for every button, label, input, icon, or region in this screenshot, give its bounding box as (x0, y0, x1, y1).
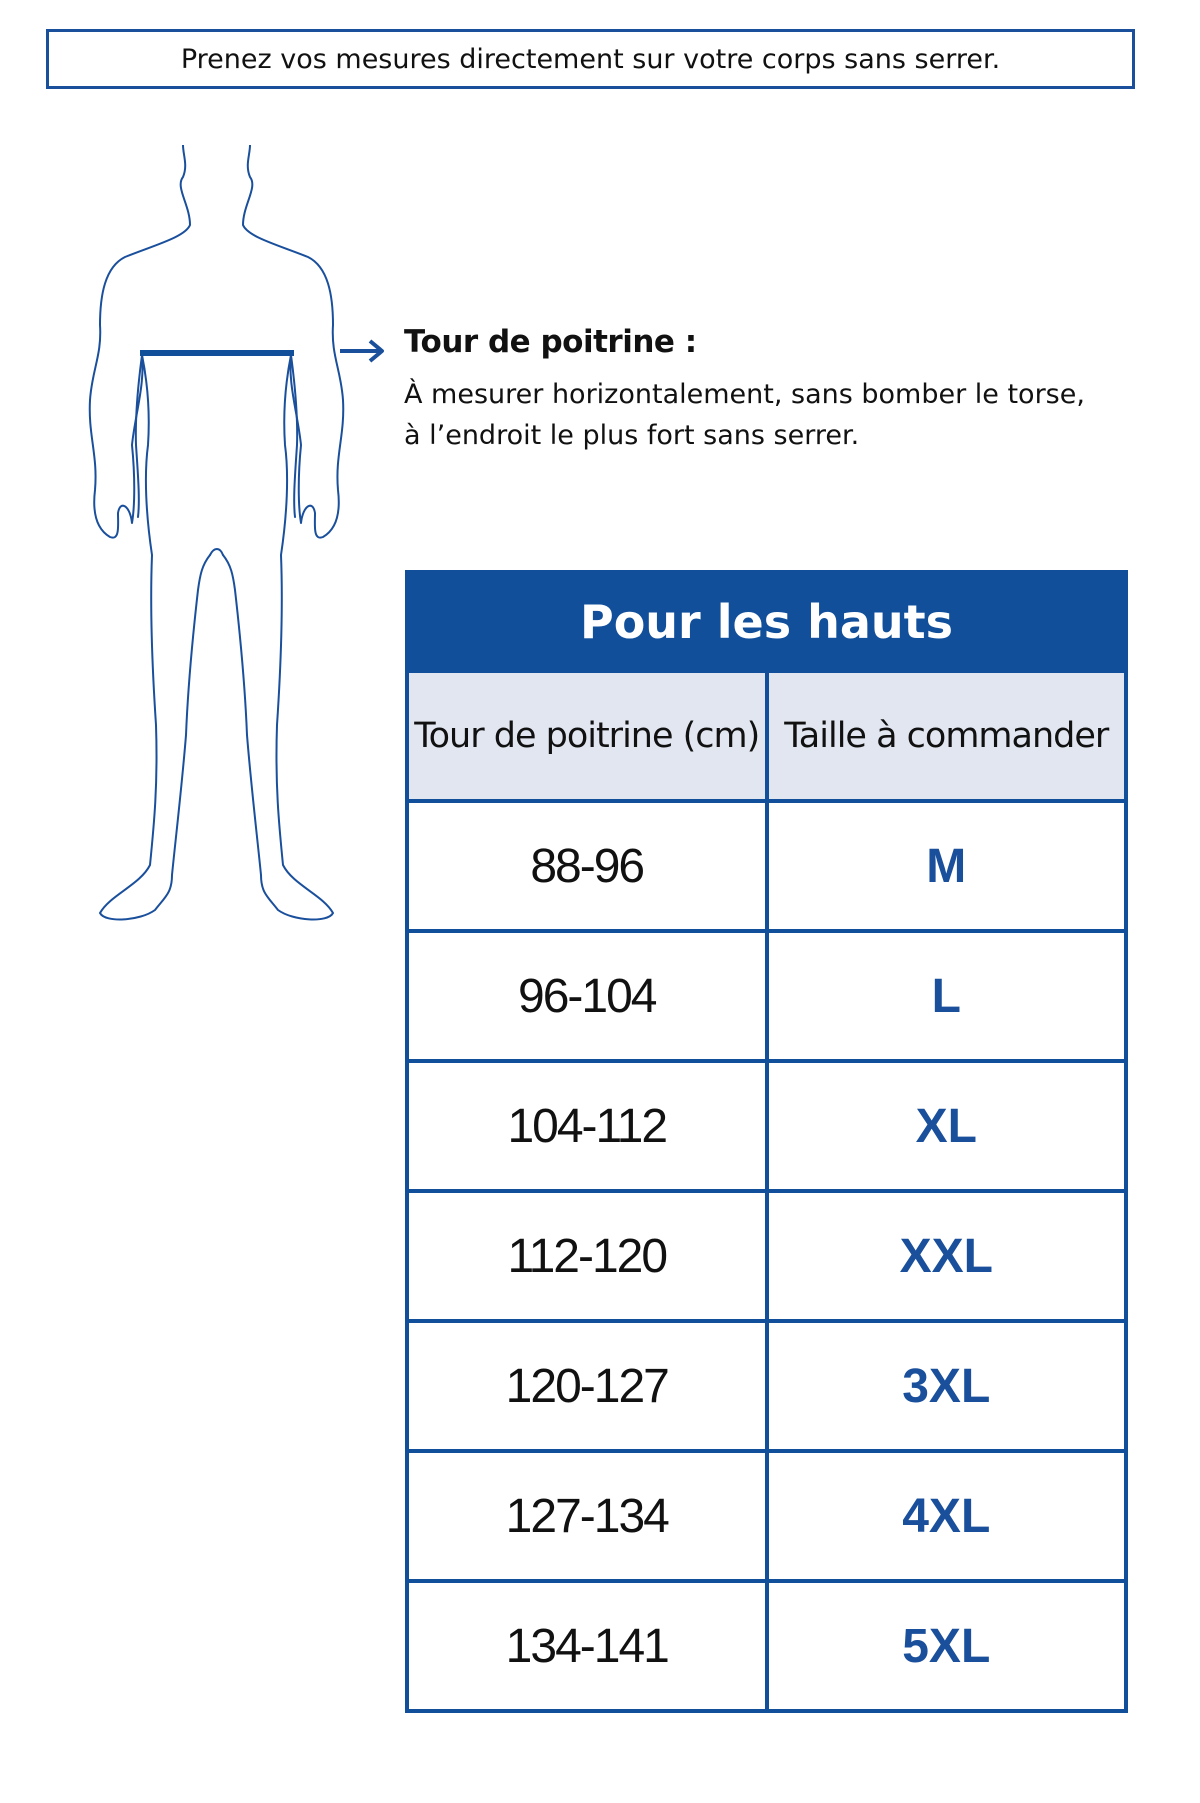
table-row (407, 801, 1126, 931)
chest-range-cell: 134-141 (407, 1581, 767, 1711)
body-silhouette-icon (80, 145, 355, 935)
size-cell: L (767, 931, 1127, 1061)
measure-title: Tour de poitrine : (404, 324, 697, 360)
instruction-banner: Prenez vos mesures directement sur votre corps sans serrer. (46, 29, 1135, 89)
size-cell: 4XL (767, 1451, 1127, 1581)
table-row (407, 1191, 1126, 1321)
chest-range-cell: 120-127 (407, 1321, 767, 1451)
table-row (407, 931, 1126, 1061)
size-cell: XXL (767, 1191, 1127, 1321)
chest-range-cell: 88-96 (407, 801, 767, 931)
table-row (407, 1321, 1126, 1451)
size-cell: 5XL (767, 1581, 1127, 1711)
table-row (407, 1451, 1126, 1581)
chest-range-cell: 127-134 (407, 1451, 767, 1581)
size-cell: 3XL (767, 1321, 1127, 1451)
size-table (405, 570, 1128, 1713)
chest-range-cell: 96-104 (407, 931, 767, 1061)
size-cell: XL (767, 1061, 1127, 1191)
table-title: Pour les hauts (407, 572, 1126, 671)
chest-range-cell: 104-112 (407, 1061, 767, 1191)
measure-description (404, 374, 1085, 456)
table-row (407, 1061, 1126, 1191)
arrow-right-icon (338, 336, 388, 366)
column-header-size: Taille à commander (767, 671, 1127, 801)
size-cell: M (767, 801, 1127, 931)
chest-range-cell: 112-120 (407, 1191, 767, 1321)
column-header-chest: Tour de poitrine (cm) (407, 671, 767, 801)
measure-line-2: à l’endroit le plus fort sans serrer. (404, 420, 860, 451)
measure-line-1: À mesurer horizontalement, sans bomber le torse, (404, 379, 1085, 410)
table-row (407, 1581, 1126, 1711)
